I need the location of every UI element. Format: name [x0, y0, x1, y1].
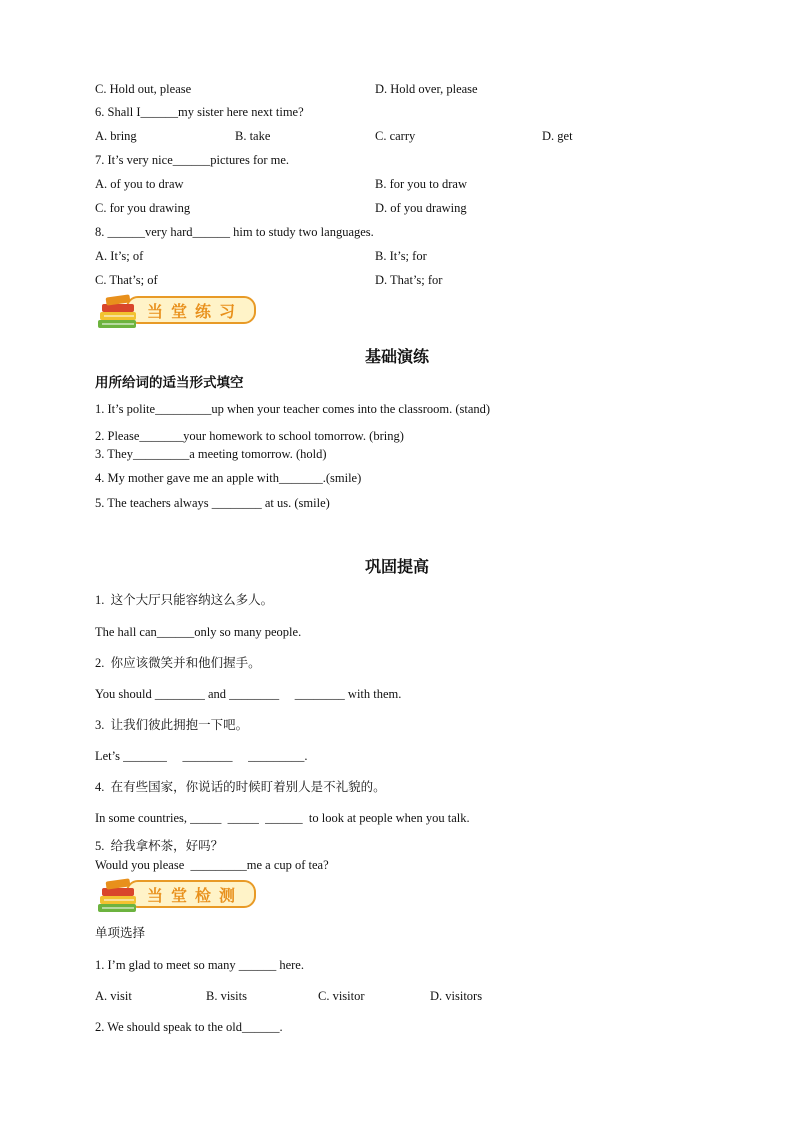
q6-option-a: A. bring	[95, 129, 137, 143]
test-banner-label: 当堂检测	[146, 885, 243, 905]
consolidate-en-1: The hall can______only so many people.	[95, 625, 302, 639]
test-banner	[96, 876, 258, 914]
consolidate-en-2: You should ________ and ________ ________ with them.	[95, 687, 402, 701]
consolidate-zh-4: 4. 在有些国家，你说话的时候盯着别人是不礼貌的。	[95, 780, 386, 794]
question-7-stem: 7. It’s very nice______pictures for me.	[95, 153, 290, 167]
q8-option-a: A. It’s; of	[95, 249, 144, 263]
section-subtitle-basic: 用所给词的适当形式填空	[95, 375, 244, 391]
section-title-consolidate: 巩固提高	[364, 557, 429, 576]
basic-item-2: 2. Please_______your homework to school tomorrow. (bring)	[95, 429, 404, 443]
q6-option-b: B. take	[235, 129, 271, 143]
section-subtitle-test: 单项选择	[95, 926, 146, 940]
practice-banner-label: 当堂练习	[146, 301, 243, 321]
section-title-basic: 基础演练	[364, 347, 429, 366]
test-q1-option-c: C. visitor	[318, 989, 365, 1003]
books-icon	[96, 876, 142, 916]
test-question-2-stem: 2. We should speak to the old______.	[95, 1020, 283, 1034]
consolidate-en-3: Let’s _______ ________ _________.	[95, 749, 308, 763]
question-6-stem: 6. Shall I______my sister here next time?	[95, 105, 304, 119]
q6-option-c: C. carry	[375, 129, 416, 143]
consolidate-zh-2: 2. 你应该微笑并和他们握手。	[95, 656, 261, 670]
q7-option-a: A. of you to draw	[95, 177, 184, 191]
q8-option-c: C. That’s; of	[95, 273, 158, 287]
test-q1-option-d: D. visitors	[430, 989, 483, 1003]
q7-option-d: D. of you drawing	[375, 201, 467, 215]
option-c: C. Hold out, please	[95, 82, 192, 96]
test-q1-option-a: A. visit	[95, 989, 132, 1003]
q7-option-c: C. for you drawing	[95, 201, 191, 215]
practice-banner-bar	[126, 296, 256, 324]
consolidate-zh-5: 5. 给我拿杯茶，好吗？	[95, 839, 224, 853]
test-question-1-stem: 1. I’m glad to meet so many ______ here.	[95, 958, 304, 972]
consolidate-zh-1: 1. 这个大厅只能容纳这么多人。	[95, 593, 274, 607]
q8-option-d: D. That’s; for	[375, 273, 443, 287]
basic-item-3: 3. They_________a meeting tomorrow. (hold)	[95, 447, 327, 461]
option-d: D. Hold over, please	[375, 82, 478, 96]
consolidate-en-4: In some countries, _____ _____ ______ to look at people when you talk.	[95, 811, 470, 825]
test-q1-option-b: B. visits	[206, 989, 247, 1003]
books-icon	[96, 292, 142, 332]
q6-option-d: D. get	[542, 129, 573, 143]
basic-item-1: 1. It’s polite_________up when your teacher comes into the classroom. (stand)	[95, 402, 491, 416]
consolidate-zh-3: 3. 让我们彼此拥抱一下吧。	[95, 718, 249, 732]
consolidate-en-5: Would you please _________me a cup of tea?	[95, 858, 329, 872]
basic-item-4: 4. My mother gave me an apple with_______.(smile)	[95, 471, 362, 485]
basic-item-5: 5. The teachers always ________ at us. (smile)	[95, 496, 330, 510]
question-8-stem: 8. ______very hard______ him to study two languages.	[95, 225, 374, 239]
q8-option-b: B. It’s; for	[375, 249, 427, 263]
test-banner-bar	[126, 880, 256, 908]
q7-option-b: B. for you to draw	[375, 177, 467, 191]
practice-banner	[96, 292, 258, 330]
